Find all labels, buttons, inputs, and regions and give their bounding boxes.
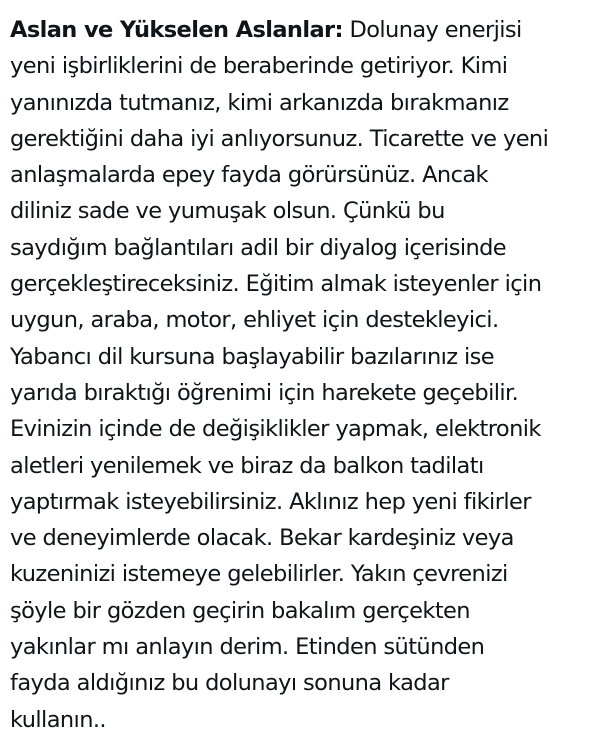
text-line: fayda aldığınız bu dolunayı sonuna kadar (10, 670, 449, 697)
text-line: diliniz sade ve yumuşak olsun. Çünkü bu (10, 198, 445, 225)
text-line: uygun, araba, motor, ehliyet için destekleyici. (10, 307, 499, 334)
text-line: yanınızda tutmanız, kimi arkanızda bırakmanız (10, 89, 509, 116)
text-line: yeni işbirliklerini de beraberinde getiriyor. Kimi (10, 53, 508, 80)
text-line: yakınlar mı anlayın derim. Etinden sütünden (10, 634, 485, 661)
text-line: kullanın.. (10, 706, 106, 733)
text-line-content: Dolunay enerjisi (342, 17, 522, 43)
text-line: gerektiğini daha iyi anlıyorsunuz. Ticarette ve yeni (10, 125, 549, 152)
text-line: Yabancı dil kursuna başlayabilir bazılarınız ise (10, 343, 495, 370)
text-line: Evinizin içinde de değişiklikler yapmak, elektronik (10, 416, 541, 443)
text-line (10, 12, 594, 48)
text-line: yaptırmak isteyebilirsiniz. Aklınız hep yeni fikirler (10, 488, 531, 515)
post-text (10, 12, 594, 738)
text-line: anlaşmalarda epey fayda görürsünüz. Ancak (10, 162, 488, 189)
text-line: yarıda bıraktığı öğrenimi için harekete geçebilir. (10, 379, 519, 406)
post-heading: Aslan ve Yükselen Aslanlar: (10, 17, 343, 43)
text-line: kuzeninizi istemeye gelebilirler. Yakın çevrenizi (10, 561, 508, 588)
text-line: şöyle bir gözden geçirin bakalım gerçekten (10, 597, 470, 624)
text-line: ve deneyimlerde olacak. Bekar kardeşiniz veya (10, 525, 514, 552)
text-line: aletleri yenilemek ve biraz da balkon tadilatı (10, 452, 484, 479)
text-line: saydığım bağlantıları adil bir diyalog içerisinde (10, 234, 507, 261)
text-line: gerçekleştireceksiniz. Eğitim almak isteyenler için (10, 271, 542, 298)
